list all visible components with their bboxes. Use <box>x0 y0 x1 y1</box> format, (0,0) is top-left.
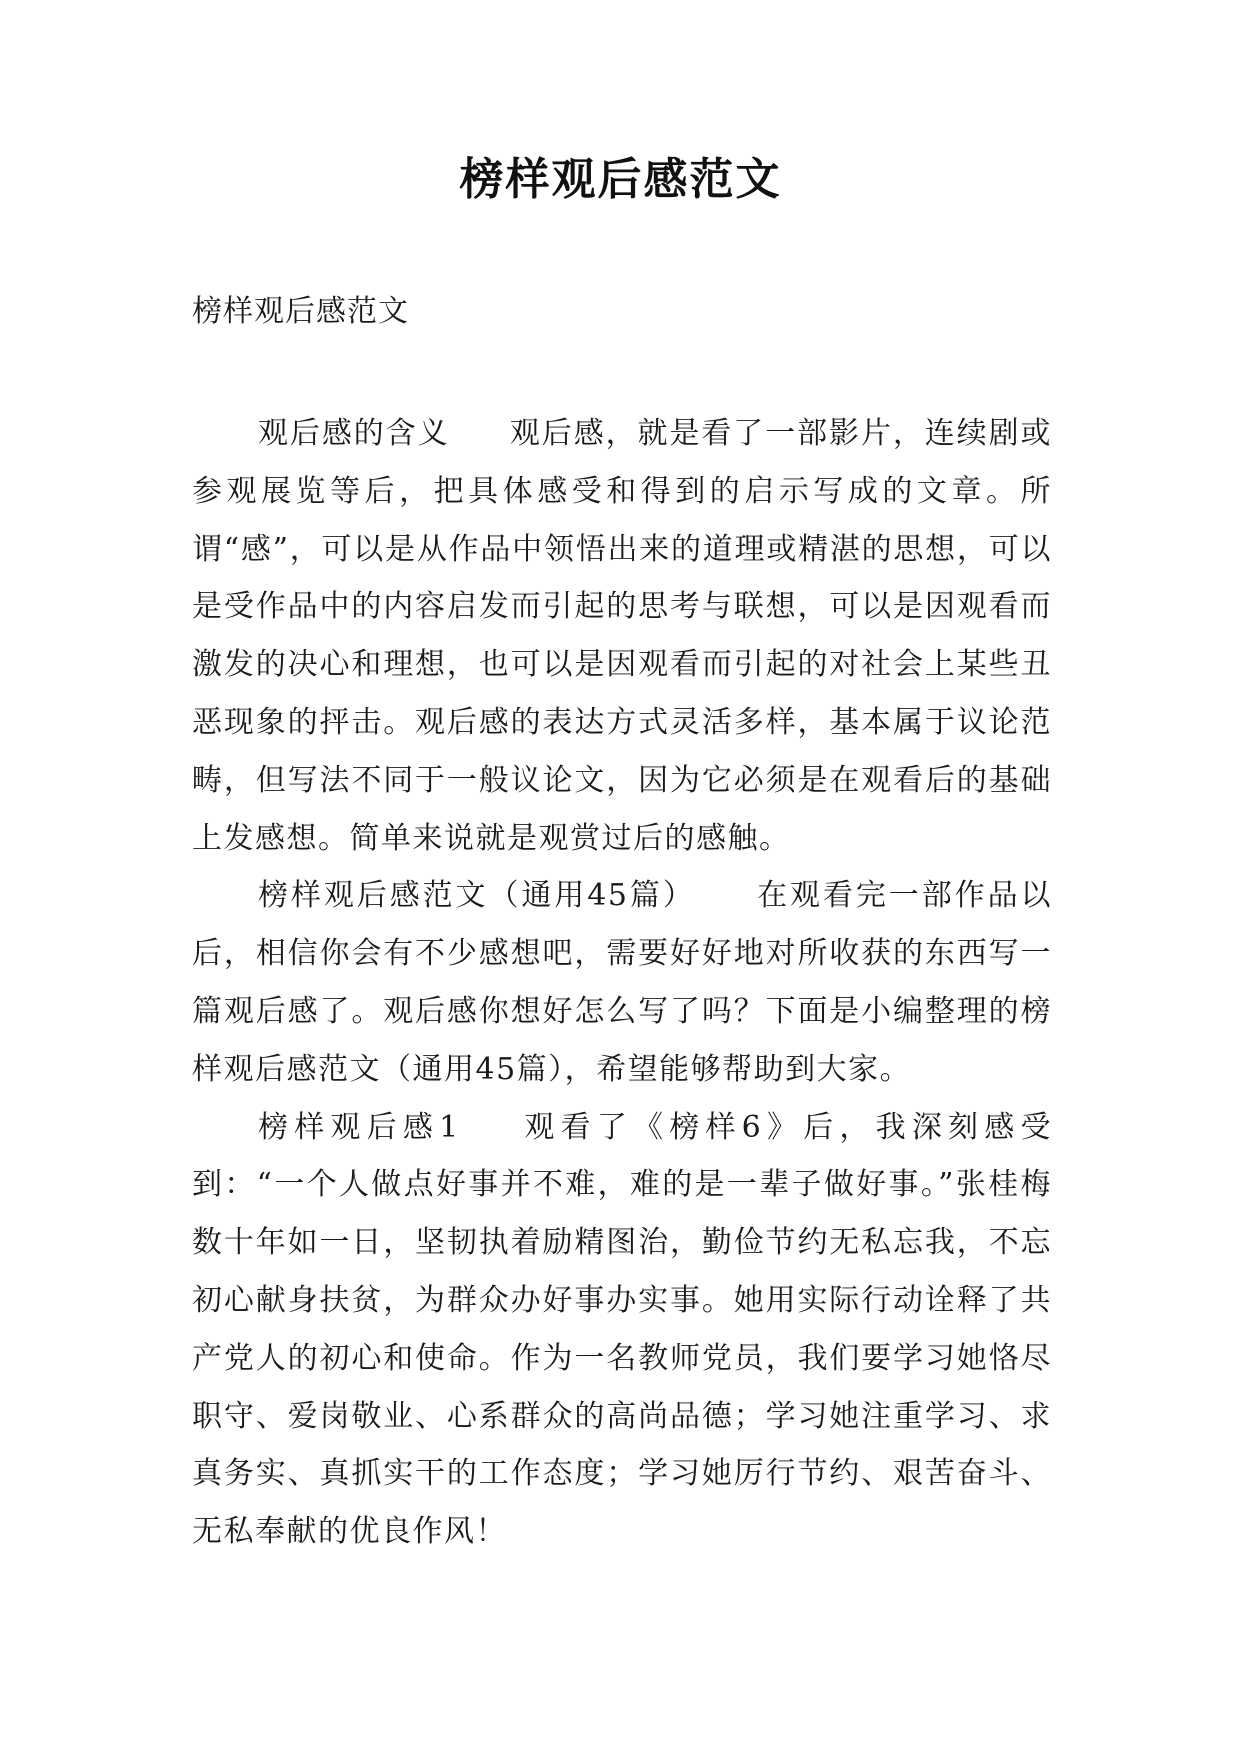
paragraph-essay-1 <box>192 1099 1052 1561</box>
paragraph-heading: 榜样观后感范文（通用45篇） <box>258 878 696 914</box>
paragraph-meaning <box>192 405 1052 867</box>
paragraph-heading: 榜样观后感1 <box>258 1109 460 1145</box>
document-subtitle: 榜样观后感范文 <box>192 294 409 329</box>
document-body <box>192 405 1052 1561</box>
paragraph-text: 观后感，就是看了一部影片，连续剧或参观展览等后，把具体感受和得到的启示写成的文章。所谓“感”，可以是从作品中领悟出来的道理或精湛的思想，可以是受作品中的内容启发而引起的思考与联想，可以是因观看而激发的决心和理想，也可以是因观看而引起的对社会上某些丑恶现象的抨击。观后感的表达方式灵活多样，基本属于议论范畴，但写法不同于一般议论文，因为它必须是在观看后的基础上发感想。简单来说就是观赏过后的感触。 <box>192 416 1053 856</box>
paragraph-heading: 观后感的含义 <box>258 416 450 451</box>
paragraph-intro <box>192 867 1052 1098</box>
document-title: 榜样观后感范文 <box>459 154 782 205</box>
paragraph-text: 观看了《榜样6》后，我深刻感受到：“一个人做点好事并不难，难的是一辈子做好事。”张桂梅数十年如一日，坚韧执着励精图治，勤俭节约无私忘我，不忘初心献身扶贫，为群众办好事办实事。她用实际行动诠释了共产党人的初心和使命。作为一名教师党员，我们要学习她恪尽职守、爱岗敬业、心系群众的高尚品德；学习她注重学习、求真务实、真抓实干的工作态度；学习她厉行节约、艰苦奋斗、无私奉献的优良作风！ <box>192 1109 1052 1550</box>
paragraph-text: 在观看完一部作品以后，相信你会有不少感想吧，需要好好地对所收获的东西写一篇观后感了。观后感你想好怎么写了吗？下面是小编整理的榜样观后感范文（通用45篇），希望能够帮助到大家。 <box>192 878 1052 1087</box>
